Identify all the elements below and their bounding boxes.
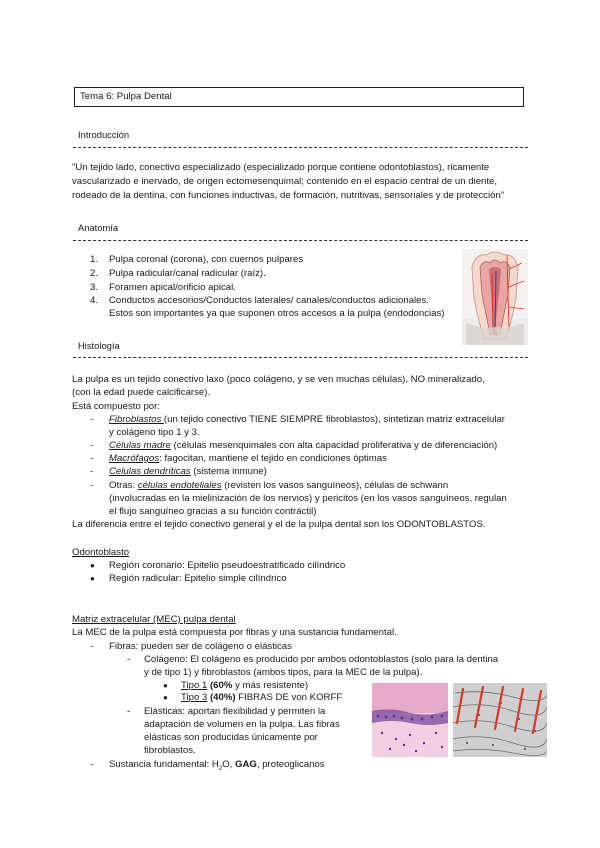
divider (73, 357, 528, 358)
term-fibroblastos: Fibroblastos (109, 414, 164, 425)
anatomia-num-3: 3. (90, 282, 99, 293)
anatomia-item-1: Pulpa coronal (corona), con cuernos pulpares (109, 254, 304, 265)
odontoblasto-item-2: Región radicular: Epitelio simple cilíndrico (109, 573, 287, 584)
mec-elasticas-2: adaptación de volumen en la pulpa. Las fibras (144, 719, 340, 730)
mec-sustancia (109, 758, 325, 776)
section-heading-introduccion: Introducción (78, 129, 130, 140)
tooth-anatomy-figure (462, 249, 528, 345)
dash-bullet: - (90, 641, 94, 652)
dendriticas-desc: (sistema inmune) (190, 466, 267, 477)
term-macrofagos: Macrófagos (109, 453, 160, 464)
histologia-intro-1: La pulpa es un tejido conectivo laxo (poco colágeno, y se ven muchas células), NO mineralizado, (72, 374, 485, 385)
histologia-intro-2: (con la edad puede calcificarse). (72, 387, 211, 398)
macrofagos-desc: : fagocitan, mantiene el tejido en condiciones óptimas (159, 453, 387, 464)
anatomia-item-4-cont: Estos son importantes ya que suponen otros accesos a la pulpa (endodoncias) (109, 308, 445, 319)
tipo-3-desc: FIBRAS DE von KORFF (235, 692, 343, 703)
mec-colageno-2: y de tipo 1) y fibroblastos (ambos tipos, para la MEC de la pulpa). (144, 667, 423, 678)
intro-line-3: rodeado de la dentina, con funciones inductivas, de formación, nutritivas, sensoriales y de protección" (72, 190, 505, 201)
dash-bullet: - (90, 414, 94, 425)
histologia-conclusion: La diferencia entre el tejido conectivo general y el de la pulpa dental son los ODONTOBLASTOS. (72, 519, 486, 530)
mec-tipo-3 (181, 691, 342, 704)
bullet-dot: ● (90, 561, 95, 570)
mec-elasticas-1: Elásticas: aportan flexibilidad y permiten la (144, 706, 326, 717)
odontoblasto-item-1: Región coronario: Epitelio pseudoestratificado cilíndrico (109, 560, 346, 571)
term-gag: GAG (235, 759, 257, 770)
divider (73, 147, 528, 148)
bullet-dot: ● (163, 681, 168, 690)
intro-line-1: "Un tejido lado, conectivo especializado (especializado porque contiene odontoblastos), ricamente (72, 162, 490, 173)
intro-line-2: vascularizado e inervado, de origen ectomesenquimal; contenido en el espacio central de un diente, (72, 176, 498, 187)
anatomia-num-4: 4. (90, 295, 99, 306)
term-celulas-madre: Células madre (109, 440, 171, 451)
mec-fibras: Fibras: pueden ser de colágeno o elásticas (109, 641, 292, 652)
tipo-1-desc: y más resistente) (232, 680, 309, 691)
divider (73, 240, 528, 241)
histologia-item-celulas-madre (109, 439, 497, 452)
sustancia-o: O, (222, 759, 236, 770)
anatomia-item-3: Foramen apical/orificio apical. (109, 282, 236, 293)
dash-bullet: - (90, 440, 94, 451)
mec-intro: La MEC de la pulpa está compuesta por fibras y una sustancia fundamental. (72, 627, 397, 638)
dash-bullet: - (127, 706, 131, 717)
term-tipo-1: Tipo 1 (181, 680, 208, 691)
page-title: Tema 6: Pulpa Dental (74, 87, 524, 107)
otras-desc: (revisten los vasos sanguíneos), células de schwann (221, 480, 449, 491)
term-celulas-dendriticas: Celulas dendríticas (109, 466, 191, 477)
histologia-item-otras (109, 479, 448, 492)
dash-bullet: - (90, 759, 94, 770)
otras-prefix: Otras: (109, 480, 138, 491)
histologia-item-dendriticas (109, 465, 267, 478)
mec-elasticas-3: elásticas son producidas únicamente por (144, 732, 318, 743)
term-celulas-endoteliales: células endoteliales (137, 480, 222, 491)
otras-cont-2: el flujo sanguíneo gracias a su función contráctil) (109, 506, 317, 517)
collagen-fibers-image (453, 683, 547, 757)
histologia-item-macrofagos (109, 452, 387, 465)
section-heading-histologia: Histología (78, 340, 120, 351)
dash-bullet: - (90, 466, 94, 477)
mec-elasticas-4: fibroblastos. (144, 745, 196, 756)
tipo-3-percent: (40%) (207, 692, 236, 703)
fibroblastos-cont: y colágeno tipo 1 y 3. (109, 427, 200, 438)
anatomia-item-4: Conductos accesorios/Conductos laterales/ canales/conductos adicionales. (109, 295, 429, 306)
sustancia-rest: , proteoglicanos (256, 759, 325, 770)
section-heading-odontoblasto: Odontoblasto (72, 547, 130, 558)
mec-colageno-1: Colágeno: El colágeno es producido por ambos odontoblastos (solo para la dentina (144, 654, 499, 665)
anatomia-num-2: 2. (90, 268, 99, 279)
histologia-intro-3: Está compuesto por: (72, 401, 160, 412)
dash-bullet: - (90, 453, 94, 464)
pulp-histology-image (372, 683, 448, 757)
section-heading-mec: Matriz extracelular (MEC) pulpa dental (72, 614, 236, 625)
histologia-item-fibroblastos (109, 413, 505, 426)
dash-bullet: - (90, 480, 94, 491)
celulas-madre-desc: (células mesenquimales con alta capacidad proliferativa y de diferenciación) (170, 440, 498, 451)
tipo-1-percent: (60% (207, 680, 233, 691)
otras-cont-1: (involucradas en la mielinización de los nervios) y pericitos (en los vasos sanguíneos, regulan (109, 493, 507, 504)
dash-bullet: - (127, 654, 131, 665)
anatomia-item-2: Pulpa radicular/canal radicular (raíz). (109, 268, 266, 279)
anatomia-num-1: 1. (90, 254, 99, 265)
bullet-dot: ● (163, 693, 168, 702)
section-heading-anatomia: Anatomía (78, 222, 119, 233)
sustancia-prefix: Sustancia fundamental: H (109, 759, 219, 770)
subscript-2: 2 (218, 765, 223, 772)
term-tipo-3: Tipo 3 (181, 692, 208, 703)
fibroblastos-desc: (un tejido conectivo TIENE SIEMPRE fibroblastos), sintetizan matriz extracelular (163, 414, 505, 425)
bullet-dot: ● (90, 574, 95, 583)
